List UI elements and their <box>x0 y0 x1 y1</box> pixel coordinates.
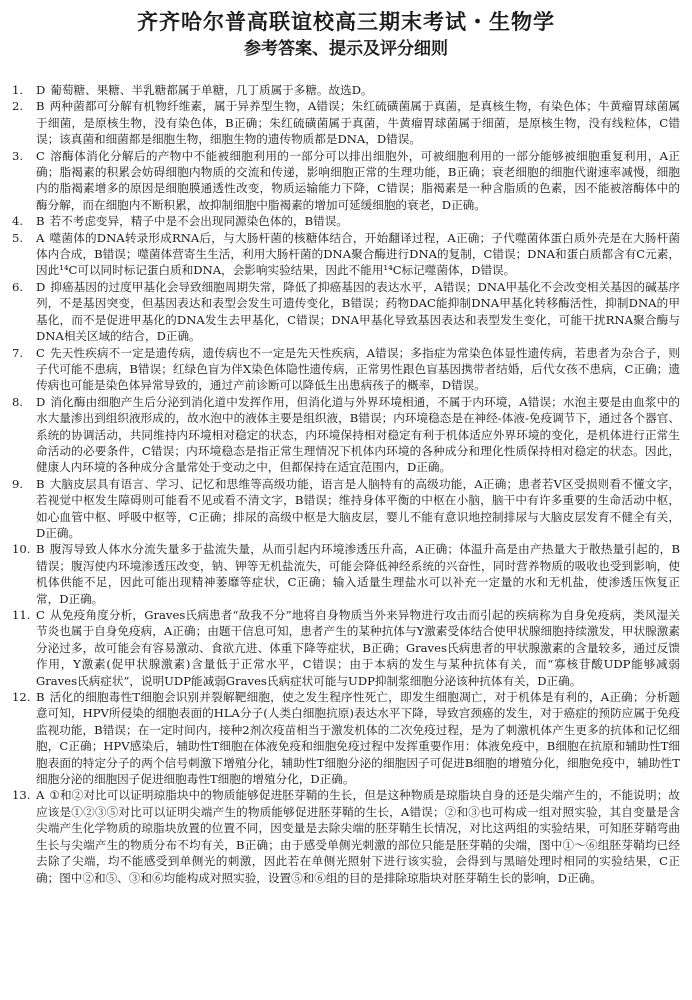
question-number: 11. <box>12 608 31 622</box>
answer-item-5 <box>12 230 680 279</box>
answer-choice: D <box>36 279 46 294</box>
answer-item-8 <box>12 394 680 476</box>
answer-choice: C <box>36 608 45 622</box>
question-number: 4. <box>12 214 24 229</box>
answer-item-12 <box>12 689 680 787</box>
document-subtitle: 参考答案、提示及评分细则 <box>244 39 448 59</box>
answer-explanation: 腹泻导致人体水分流失量多于盐流失量，从而引起内环境渗透压升高，A正确；体温升高是由产热量大于散热量引起的，B错误；腹泻使内环境渗透压改变，钠、钾等无机盐流失，可能会降低神经系统的兴奋性，同时营养物质的吸收也受到影响，使机体供能不足，因此可能出现精神萎靡等症状，C正确；输入适量生理盐水可以补充一定量的水和无机盐，使渗透压恢复正常，D正确。 <box>36 542 680 606</box>
answer-choice: B <box>36 690 45 705</box>
answer-choice: C <box>36 345 45 360</box>
answer-explanation: 抑癌基因的过度甲基化会导致细胞周期失常，降低了抑癌基因的表达水平，A错误；DNA甲基化不会改变相关基因的碱基序列，不是基因突变，但基因表达和表型会发生可遗传变化，B错误；药物DAC能抑制DNA甲基化转移酶活性，抑制DNA的甲基化，而不是促进甲基化的DNA发生去甲基化，C错误；DNA甲基化导致基因表达和表型发生变化，可能干扰RNA聚合酶与DNA相关区域的结合，D正确。 <box>36 279 680 344</box>
document-title: 齐齐哈尔普高联谊校高三期末考试・生物学 <box>137 10 555 34</box>
answer-list <box>12 82 680 886</box>
answer-choice: D <box>36 83 46 97</box>
answer-choice: B <box>36 542 45 557</box>
answer-choice: B <box>36 214 45 229</box>
answer-explanation: 活化的细胞毒性T细胞会识别并裂解靶细胞，使之发生程序性死亡，即发生细胞凋亡，对于机体是有利的，A正确；分析题意可知，HPV所侵染的细胞表面的HLA分子(人类白细胞抗原)表达水平下降，导致宫颈癌的发生，对于癌症的预防应属于免疫监视功能，B错误；在一定时间内，接种2剂次疫苗相当于激发机体的二次免疫过程，是为了刺激机体产生更多的抗体和记忆细胞，C正确；HPV感染后，辅助性T细胞在体液免疫和细胞免疫过程中发挥重要作用：体液免疫中，B细胞在抗原和辅助性T细胞表面的特定分子的两个信号刺激下增殖分化，辅助性T细胞分泌的细胞因子可促进B细胞的增殖分化，细胞免疫中，辅助性T细胞分泌的细胞因子促进细胞毒性T细胞的增殖分化，D正确。 <box>36 690 680 787</box>
answer-item-2 <box>12 98 680 147</box>
question-number: 8. <box>12 394 24 409</box>
answer-explanation: 大脑皮层具有语言、学习、记忆和思维等高级功能，语言是人脑特有的高级功能，A正确；患者若V区受损则看不懂文字，若视觉中枢发生障碍则可能看不见或看不清文字，B错误；维持身体平衡的中枢在小脑，脑干中有许多重要的生命活动中枢，如心血管中枢、呼吸中枢等，C正确；排尿的高级中枢是大脑皮层，婴儿不能有意识地控制排尿与大脑皮层发育不健全有关，D正确。 <box>36 476 680 540</box>
answer-explanation: 若不考虑变异，精子中是不会出现同源染色体的，B错误。 <box>49 214 348 229</box>
question-number: 12. <box>12 690 31 705</box>
answer-item-10 <box>12 541 680 607</box>
answer-choice: A <box>36 230 45 245</box>
question-number: 6. <box>12 279 24 294</box>
question-number: 10. <box>12 542 31 557</box>
question-number: 1. <box>12 83 24 97</box>
answer-explanation: 葡萄糖、果糖、半乳糖都属于单糖，几丁质属于多糖。故选D。 <box>50 83 373 97</box>
answer-item-11 <box>12 607 680 689</box>
answer-choice: B <box>36 99 45 114</box>
answer-item-9 <box>12 476 680 542</box>
answer-choice: C <box>36 148 45 163</box>
answer-explanation: 两种菌都可分解有机物纤维素，属于异养型生物，A错误；朱红硫磺菌属于真菌，是真核生物，有染色体；牛黄瘤胃球菌属于细菌，是原核生物，没有染色体，B正确；朱红硫磺菌属于真菌，牛黄瘤胃球菌属于细菌，是原核生物，没有线粒体，C错误；该真菌和细菌都是细胞生物，细胞生物的遗传物质都是DNA，D错误。 <box>36 99 680 147</box>
answer-item-3 <box>12 148 680 214</box>
answer-explanation: 先天性疾病不一定是遗传病，遗传病也不一定是先天性疾病，A错误；多指症为常染色体显性遗传病，若患者为杂合子，则子代可能不患病，B错误；红绿色盲为伴X染色体隐性遗传病，正常男性跟色盲基因携带者结婚，后代女孩不患病，C正确；遗传病也可能是染色体异常导致的，通过产前诊断可以降低生出患病孩子的概率，D错误。 <box>36 345 680 393</box>
question-number: 3. <box>12 148 24 163</box>
answer-explanation: 噬菌体的DNA转录形成RNA后，与大肠杆菌的核糖体结合，开始翻译过程，A正确；子代噬菌体蛋白质外壳是在大肠杆菌体内合成，B错误；噬菌体营寄生生活，利用大肠杆菌的DNA聚合酶进行DNA的复制，C错误；DNA和蛋白质都含有C元素，因此¹⁴C可以同时标记蛋白质和DNA，会影响实验结果，因此不能用¹⁴C标记噬菌体，D错误。 <box>36 230 680 278</box>
answer-explanation: 消化酶由细胞产生后分泌到消化道中发挥作用，但消化道与外界环境相通，不属于内环境，A错误；水泡主要是由血浆中的水大量渗出到组织液形成的，故水泡中的液体主要是组织液，B错误；内环境稳态是在神经-体液-免疫调节下，通过各个器官、系统的协调活动，共同维持内环境相对稳定的状态，内环境保持相对稳定有利于机体适应外界环境的变化，是机体进行正常生命活动的必要条件，C错误；内环境稳态是指正常生理情况下机体内环境的各种成分和理化性质保持相对稳定的状态。因此，健康人内环境的各种成分含量常处于变动之中，但都保持在适宜范围内，D正确。 <box>36 394 680 475</box>
answer-explanation: 溶酶体消化分解后的产物中不能被细胞利用的一部分可以排出细胞外，可被细胞利用的一部分能够被细胞重复利用，A正确；脂褐素的积累会妨碍细胞内物质的交流和传递，影响细胞正常的生理功能，B正确；衰老细胞的细胞代谢速率减慢，细胞内的脂褐素增多的原因是细胞膜通透性改变，物质运输能力下降，C错误；脂褐素是一种含脂质的色素，因不能被溶酶体中的酶分解，而在细胞内不断积累，故抑制细胞中脂褐素的增加可延缓细胞的衰老，D正确。 <box>36 148 680 212</box>
answer-choice: D <box>36 394 46 409</box>
question-number: 5. <box>12 230 24 245</box>
answer-item-13 <box>12 787 680 885</box>
answer-choice: A <box>36 788 45 803</box>
answer-explanation: 从免疫角度分析，Graves氏病患者“敌我不分”地将自身物质当外来异物进行攻击而引起的疾病称为自身免疫病，类风湿关节炎也属于自身免疫病，A正确；由题干信息可知，患者产生的某种抗体与Y激素受体结合使甲状腺细胞持续激发，甲状腺激素分泌过多，故可能会有容易激动、食欲亢进、体重下降等症状，B正确；Graves氏病患者的甲状腺激素的含量较多，通过反馈作用，Y激素(促甲状腺激素)含量低于正常水平，C错误；由于本病的发生与某种抗体有关，而“寡核苷酸UDP能够减弱Graves氏病症状”，说明UDP能减弱Graves氏病症状可能与UDP抑制浆细胞分泌该种抗体有关，D正确。 <box>36 608 680 688</box>
question-number: 7. <box>12 345 24 360</box>
answer-item-1 <box>12 82 680 98</box>
question-number: 13. <box>12 788 31 803</box>
answer-item-6 <box>12 279 680 345</box>
answer-choice: B <box>36 476 45 491</box>
answer-item-4 <box>12 213 680 229</box>
answer-explanation: ①和②对比可以证明琼脂块中的物质能够促进胚芽鞘的生长，但是这种物质是琼脂块自身的还是尖端产生的，不能说明；故应该是①②③⑤对比可以证明尖端产生的物质能够促进胚芽鞘的生长，A错误；②和③也可构成一组对照实验，其自变量是含尖端产生化学物质的琼脂块放置的位置不同，因变量是去除尖端的胚芽鞘生长情况，对比这两组的实验结果，可知胚芽鞘弯曲生长与尖端产生的物质分布不均有关，B正确；由于感受单侧光刺激的部位只能是胚芽鞘的尖端，图中①～⑥组胚芽鞘均已经去除了尖端，均不能感受到单侧光的刺激，因此若在单侧光照射下进行该实验，会得到与黑暗处理时相同的实验结果，C正确；图中②和⑤、③和⑥均能构成对照实验，设置⑤和⑥组的目的是排除琼脂块对胚芽鞘生长的影响，D正确。 <box>36 788 680 885</box>
question-number: 9. <box>12 476 24 491</box>
answer-item-7 <box>12 345 680 394</box>
question-number: 2. <box>12 99 24 114</box>
